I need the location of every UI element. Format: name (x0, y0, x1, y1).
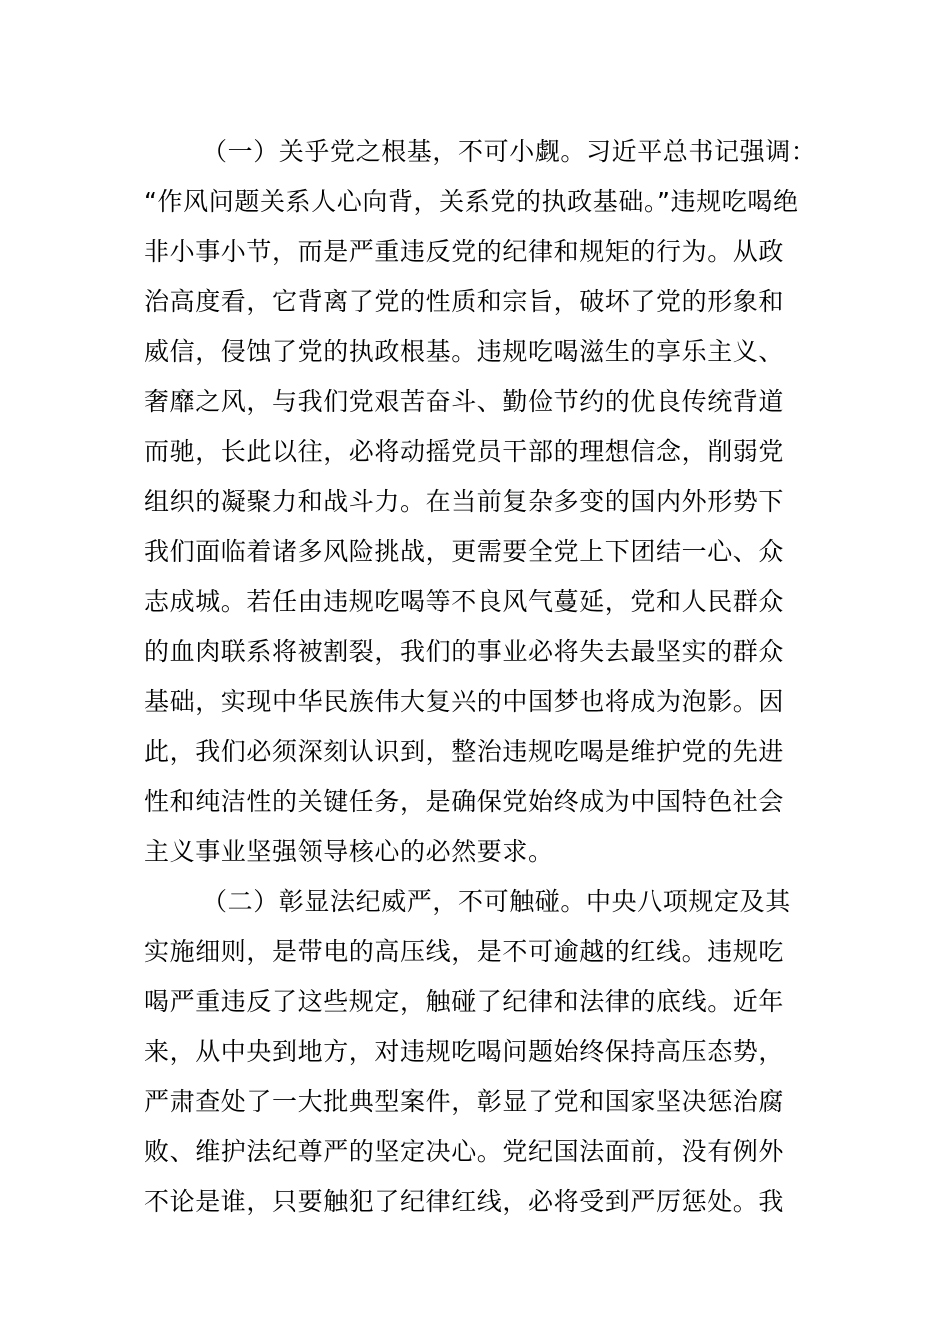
paragraph-1-line-2: “作风问题关系人心向背，关系党的执政基础。”违规吃喝绝 (144, 187, 799, 216)
paragraph-2-line-4: 来，从中央到地方，对违规吃喝问题始终保持高压态势， (144, 1037, 785, 1066)
paragraph-1-line-14: 性和纯洁性的关键任务，是确保党始终成为中国特色社会 (144, 787, 785, 816)
paragraph-2-line-5: 严肃查处了一大批典型案件，彰显了党和国家坚决惩治腐 (144, 1087, 785, 1116)
paragraph-1-line-6: 奢靡之风，与我们党艰苦奋斗、勤俭节约的优良传统背道 (144, 387, 785, 416)
paragraph-1-line-10: 志成城。若任由违规吃喝等不良风气蔓延，党和人民群众 (144, 587, 785, 616)
paragraph-1-line-4: 治高度看，它背离了党的性质和宗旨，破坏了党的形象和 (144, 287, 785, 316)
paragraph-2-line-7: 不论是谁，只要触犯了纪律红线，必将受到严厉惩处。我 (144, 1187, 785, 1216)
paragraph-1-line-11: 的血肉联系将被割裂，我们的事业必将失去最坚实的群众 (144, 637, 785, 666)
paragraph-2-line-6: 败、维护法纪尊严的坚定决心。党纪国法面前，没有例外 (144, 1137, 785, 1166)
paragraph-1-line-12: 基础，实现中华民族伟大复兴的中国梦也将成为泡影。因 (144, 687, 785, 716)
paragraph-1-line-5: 威信，侵蚀了党的执政根基。违规吃喝滋生的享乐主义、 (144, 337, 785, 366)
paragraph-1-line-15: 主义事业坚强领导核心的必然要求。 (144, 837, 554, 866)
paragraph-1-line-7: 而驰，长此以往，必将动摇党员干部的理想信念，削弱党 (144, 437, 785, 466)
document-body (144, 127, 817, 1227)
paragraph-1-line-13: 此，我们必须深刻认识到，整治违规吃喝是维护党的先进 (144, 737, 785, 766)
paragraph-1-line-9: 我们面临着诸多风险挑战，更需要全党上下团结一心、众 (144, 537, 785, 566)
paragraph-1-line-1: （一）关乎党之根基，不可小觑。习近平总书记强调： (202, 137, 817, 166)
paragraph-1-line-8: 组织的凝聚力和战斗力。在当前复杂多变的国内外形势下 (144, 487, 785, 516)
paragraph-2-line-3: 喝严重违反了这些规定，触碰了纪律和法律的底线。近年 (144, 987, 785, 1016)
paragraph-1-line-3: 非小事小节，而是严重违反党的纪律和规矩的行为。从政 (144, 237, 785, 266)
paragraph-2-line-1: （二）彰显法纪威严，不可触碰。中央八项规定及其 (202, 887, 791, 916)
paragraph-2-line-2: 实施细则，是带电的高压线，是不可逾越的红线。违规吃 (144, 937, 785, 966)
